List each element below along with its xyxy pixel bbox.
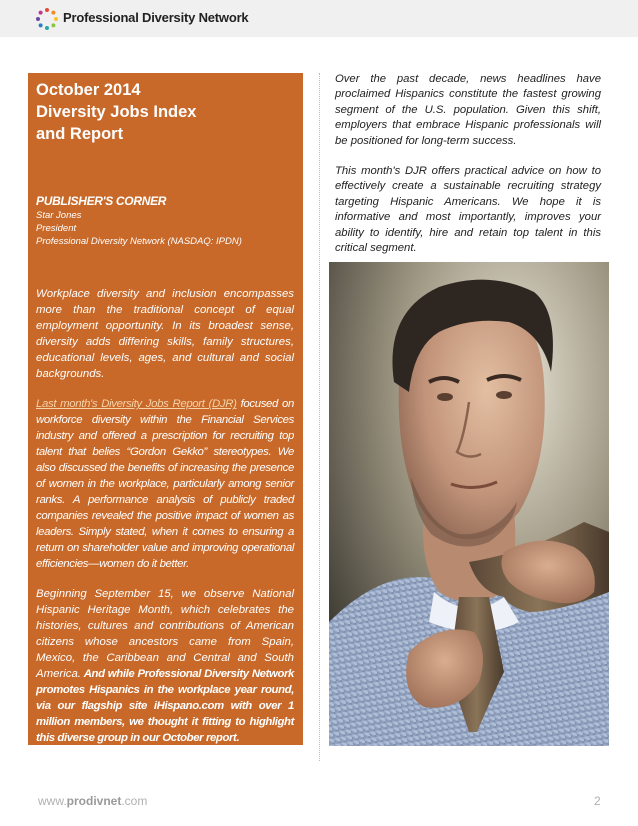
report-title: October 2014 Diversity Jobs Index and Report <box>36 81 197 143</box>
sidebar-paragraph-3 <box>36 587 294 746</box>
page-number: 2 <box>594 794 601 808</box>
djr-link[interactable]: Last month's Diversity Jobs Report (DJR) <box>36 398 237 411</box>
man-adjusting-tie-photo <box>329 262 609 746</box>
footer-url-suffix: .com <box>121 794 148 808</box>
publisher-heading: PUBLISHER'S CORNER <box>36 194 167 208</box>
footer-url[interactable] <box>38 794 147 808</box>
footer-url-prefix: www. <box>38 794 67 808</box>
sidebar-paragraph-1: Workplace diversity and inclusion encompasses more than the traditional concept of equal employment opportunity. In its broadest sense, diversity adds differing skills, family structures, educational levels, ages, and cultural and social backgrounds. <box>36 288 294 380</box>
right-column-text <box>335 72 601 271</box>
column-divider <box>319 73 320 761</box>
logo-icon <box>36 8 58 30</box>
right-paragraph-2: This month's DJR offers practical advice on how to effectively create a sustainable recruiting strategy targeting Hispanic Americans. We hope it is informative and most importantly, improves your ability to identify, hire and retain top talent in this critical segment. <box>335 165 601 255</box>
publisher-block <box>36 194 296 248</box>
header-bar <box>0 0 638 37</box>
sidebar-paragraph-3-text: Beginning September 15, we observe National Hispanic Heritage Month, which celebrates the histories, cultures and contributions of American citizens whose ancestors came from Spain, Mexico, the Caribbean and Central and South America. <box>36 588 294 680</box>
sidebar-body <box>36 287 294 761</box>
logo-text: Professional Diversity Network <box>63 10 249 25</box>
footer-url-domain: prodivnet <box>66 794 122 808</box>
publisher-company: Professional Diversity Network (NASDAQ: IPDN) <box>36 236 242 247</box>
publisher-sidebar <box>28 73 303 745</box>
right-paragraph-1: Over the past decade, news headlines have proclaimed Hispanics constitute the fastest growing segment of the U.S. population. Given this shift, employers that embrace Hispanic professionals will be positioned for long-term success. <box>335 73 601 147</box>
sidebar-paragraph-3-bold: And while Professional Diversity Network promotes Hispanics in the workplace year round, via our flagship site iHispano.com with over 1 million members, we thought it fitting to highlight this diverse group in our October report. <box>36 667 294 744</box>
publisher-role: President <box>36 223 77 234</box>
sidebar-paragraph-2-text: focused on workforce diversity within the Financial Services industry and offered a prescription for recruiting top talent that belies “Gordon Gekko” stereotypes. We also discussed the benefits of increasing the presence of women in the workplace, particularly among senior ranks. A performance analysis of publicly traded companies revealed the positive impact of women as leaders. Simply stated, when it comes to ensuring a return on shareholder value and improving operational efficiencies—women do it better. <box>36 398 294 570</box>
publisher-name: Star Jones <box>36 210 82 221</box>
sidebar-paragraph-2 <box>36 397 294 572</box>
